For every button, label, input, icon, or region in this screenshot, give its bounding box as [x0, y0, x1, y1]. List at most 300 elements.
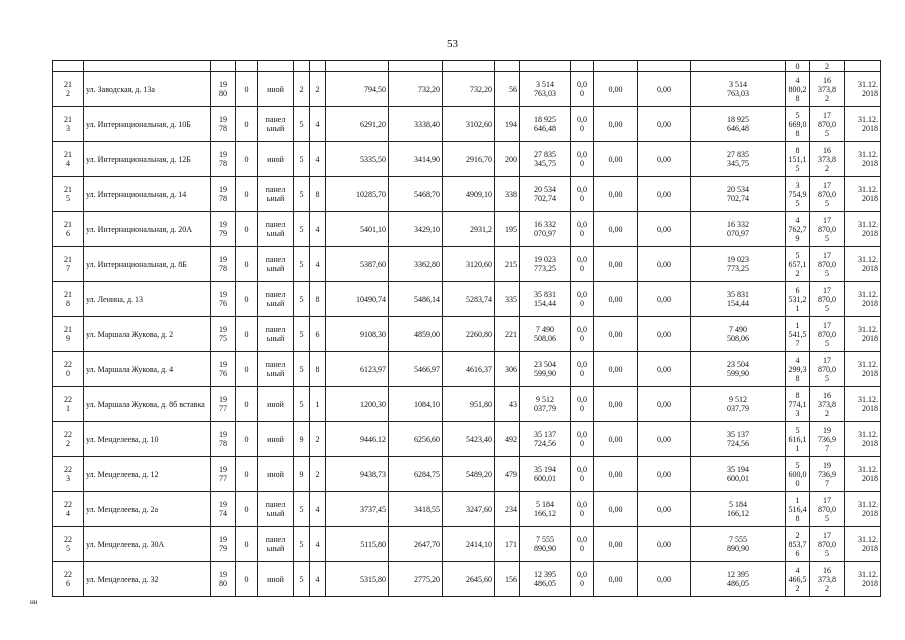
total-area-cell: 6123,97 — [326, 352, 389, 387]
budget-cell: 0,00 — [594, 492, 638, 527]
address-cell: ул. Менделеева, д. 32 — [84, 562, 211, 597]
zero-cell: 0 — [236, 247, 258, 282]
build-year-cell: 19 74 — [211, 492, 236, 527]
floors-cell: 5 — [294, 177, 310, 212]
living-area-cell: 3418,55 — [389, 492, 443, 527]
wall-material-cell: панел ьный — [258, 317, 294, 352]
wall-material-cell: иной — [258, 422, 294, 457]
total-cost-cell: 18 925 646,48 — [691, 107, 786, 142]
address-cell: ул. Менделеева, д. 2а — [84, 492, 211, 527]
unit-cost-cell: 5 600,0 0 — [786, 457, 810, 492]
floors-cell: 9 — [294, 457, 310, 492]
max-unit-cost-cell: 19 736,9 7 — [810, 422, 845, 457]
entrances-cell: 2 — [310, 72, 326, 107]
total-area-cell: 6291,20 — [326, 107, 389, 142]
living-area-cell: 2775,20 — [389, 562, 443, 597]
private-area-cell: 3102,60 — [443, 107, 495, 142]
budget-cell: 0,00 — [594, 527, 638, 562]
build-year-cell: 19 76 — [211, 282, 236, 317]
total-area-cell: 5315,80 — [326, 562, 389, 597]
floors-cell: 5 — [294, 527, 310, 562]
zero-cell: 0 — [236, 177, 258, 212]
address-cell: ул. Маршала Жукова, д. 2 — [84, 317, 211, 352]
living-area-cell: 5468,70 — [389, 177, 443, 212]
private-area-cell: 2260,80 — [443, 317, 495, 352]
wall-material-cell: панел ьный — [258, 177, 294, 212]
local-budget-cell: 0,00 — [638, 562, 691, 597]
row-number-cell: 22 0 — [53, 352, 84, 387]
deadline-cell: 31.12. 2018 — [845, 492, 881, 527]
floors-cell: 2 — [294, 72, 310, 107]
local-budget-cell: 0,00 — [638, 457, 691, 492]
living-area-cell: 3362,80 — [389, 247, 443, 282]
floors-cell: 5 — [294, 247, 310, 282]
private-area-cell: 732,20 — [443, 72, 495, 107]
address-cell: ул. Интернациональная, д. 12Б — [84, 142, 211, 177]
total-area-cell: 10285,70 — [326, 177, 389, 212]
deadline-cell: 31.12. 2018 — [845, 72, 881, 107]
unit-cost-cell: 3 754,9 5 — [786, 177, 810, 212]
unit-cost-cell: 2 853,7 6 — [786, 527, 810, 562]
footer-mark: нн — [30, 598, 38, 606]
unit-cost-cell: 5 657,1 2 — [786, 247, 810, 282]
row-number-cell: 21 4 — [53, 142, 84, 177]
wall-material-cell: иной — [258, 562, 294, 597]
unit-cost-cell: 4 466,5 2 — [786, 562, 810, 597]
deadline-cell: 31.12. 2018 — [845, 247, 881, 282]
deadline-cell: 31.12. 2018 — [845, 317, 881, 352]
deadline-cell: 31.12. 2018 — [845, 177, 881, 212]
row-number-cell: 22 1 — [53, 387, 84, 422]
repair-cost-cell: 18 925 646,48 — [520, 107, 571, 142]
floors-cell: 5 — [294, 352, 310, 387]
entrances-cell: 4 — [310, 247, 326, 282]
address-cell: ул. Интернациональная, д. 10Б — [84, 107, 211, 142]
row-number-cell: 21 9 — [53, 317, 84, 352]
local-budget-cell: 0,00 — [638, 72, 691, 107]
budget-cell: 0,00 — [594, 422, 638, 457]
entrances-cell: 1 — [310, 387, 326, 422]
build-year-cell: 19 80 — [211, 562, 236, 597]
deadline-cell: 31.12. 2018 — [845, 142, 881, 177]
total-cost-cell: 35 137 724,56 — [691, 422, 786, 457]
total-area-cell: 10490,74 — [326, 282, 389, 317]
row-number-cell: 21 8 — [53, 282, 84, 317]
zero-cell: 0 — [236, 282, 258, 317]
total-area-cell: 5401,10 — [326, 212, 389, 247]
private-area-cell: 951,80 — [443, 387, 495, 422]
zero-cell: 0 — [236, 562, 258, 597]
total-area-cell: 5387,60 — [326, 247, 389, 282]
zero-cell: 0 — [236, 352, 258, 387]
zero-cell: 0 — [236, 212, 258, 247]
build-year-cell: 19 78 — [211, 247, 236, 282]
total-area-cell: 794,50 — [326, 72, 389, 107]
total-area-cell: 9108,30 — [326, 317, 389, 352]
table-row — [53, 352, 881, 387]
table-row — [53, 142, 881, 177]
living-area-cell: 3338,40 — [389, 107, 443, 142]
total-cost-cell: 35 194 600,01 — [691, 457, 786, 492]
total-cost-cell: 5 184 166,12 — [691, 492, 786, 527]
unit-cost-cell: 4 299,3 8 — [786, 352, 810, 387]
row-number-cell: 21 3 — [53, 107, 84, 142]
budget-cell: 0,00 — [594, 457, 638, 492]
entrances-cell: 4 — [310, 107, 326, 142]
build-year-cell: 19 78 — [211, 107, 236, 142]
wall-material-cell: панел ьный — [258, 107, 294, 142]
total-cost-cell: 35 831 154,44 — [691, 282, 786, 317]
table-row — [53, 387, 881, 422]
budget-cell: 0,00 — [594, 317, 638, 352]
private-area-cell: 3120,60 — [443, 247, 495, 282]
private-area-cell: 2916,70 — [443, 142, 495, 177]
fund-cell: 0,0 0 — [571, 422, 594, 457]
build-year-cell: 19 76 — [211, 352, 236, 387]
private-area-cell: 2645,60 — [443, 562, 495, 597]
build-year-cell: 19 77 — [211, 387, 236, 422]
total-cost-cell: 19 023 773,25 — [691, 247, 786, 282]
fund-cell: 0,0 0 — [571, 107, 594, 142]
fund-cell: 0,0 0 — [571, 247, 594, 282]
max-unit-cost-cell: 16 373,8 2 — [810, 72, 845, 107]
local-budget-cell: 0,00 — [638, 282, 691, 317]
private-area-cell: 4616,37 — [443, 352, 495, 387]
address-cell: ул. Интернациональная, д. 14 — [84, 177, 211, 212]
deadline-cell: 31.12. 2018 — [845, 212, 881, 247]
table-row — [53, 247, 881, 282]
address-cell: ул. Заводская, д. 13а — [84, 72, 211, 107]
entrances-cell: 4 — [310, 562, 326, 597]
table-row — [53, 212, 881, 247]
local-budget-cell: 0,00 — [638, 492, 691, 527]
total-cost-cell: 23 504 599,90 — [691, 352, 786, 387]
max-unit-cost-cell: 17 870,0 5 — [810, 282, 845, 317]
continuation-cell: 0 — [786, 61, 810, 72]
address-cell: ул. Маршала Жукова, д. 4 — [84, 352, 211, 387]
zero-cell: 0 — [236, 422, 258, 457]
budget-cell: 0,00 — [594, 212, 638, 247]
table-row — [53, 562, 881, 597]
total-cost-cell: 7 555 890,90 — [691, 527, 786, 562]
build-year-cell: 19 77 — [211, 457, 236, 492]
unit-cost-cell: 8 774,1 3 — [786, 387, 810, 422]
private-area-cell: 2414,10 — [443, 527, 495, 562]
floors-cell: 5 — [294, 562, 310, 597]
wall-material-cell: иной — [258, 387, 294, 422]
local-budget-cell: 0,00 — [638, 352, 691, 387]
entrances-cell: 4 — [310, 492, 326, 527]
living-area-cell: 6284,75 — [389, 457, 443, 492]
fund-cell: 0,0 0 — [571, 282, 594, 317]
max-unit-cost-cell: 16 373,8 2 — [810, 387, 845, 422]
repair-cost-cell: 12 395 486,05 — [520, 562, 571, 597]
floors-cell: 5 — [294, 282, 310, 317]
zero-cell: 0 — [236, 527, 258, 562]
build-year-cell: 19 78 — [211, 177, 236, 212]
repair-cost-cell: 23 504 599,90 — [520, 352, 571, 387]
fund-cell: 0,0 0 — [571, 387, 594, 422]
unit-cost-cell: 5 669,0 8 — [786, 107, 810, 142]
wall-material-cell: иной — [258, 142, 294, 177]
max-unit-cost-cell: 17 870,0 5 — [810, 527, 845, 562]
wall-material-cell: иной — [258, 457, 294, 492]
budget-cell: 0,00 — [594, 142, 638, 177]
row-number-cell: 21 7 — [53, 247, 84, 282]
repair-cost-cell: 16 332 070,97 — [520, 212, 571, 247]
local-budget-cell: 0,00 — [638, 247, 691, 282]
entrances-cell: 4 — [310, 142, 326, 177]
fund-cell: 0,0 0 — [571, 562, 594, 597]
residents-cell: 171 — [495, 527, 520, 562]
local-budget-cell: 0,00 — [638, 212, 691, 247]
local-budget-cell: 0,00 — [638, 107, 691, 142]
row-number-cell: 22 3 — [53, 457, 84, 492]
residents-cell: 156 — [495, 562, 520, 597]
unit-cost-cell: 4 800,2 8 — [786, 72, 810, 107]
unit-cost-cell: 1 541,5 7 — [786, 317, 810, 352]
build-year-cell: 19 80 — [211, 72, 236, 107]
repair-cost-cell: 7 555 890,90 — [520, 527, 571, 562]
living-area-cell: 3429,10 — [389, 212, 443, 247]
local-budget-cell: 0,00 — [638, 527, 691, 562]
residents-cell: 234 — [495, 492, 520, 527]
fund-cell: 0,0 0 — [571, 457, 594, 492]
total-area-cell: 9438,73 — [326, 457, 389, 492]
residents-cell: 338 — [495, 177, 520, 212]
budget-cell: 0,00 — [594, 72, 638, 107]
repair-cost-cell: 3 514 763,03 — [520, 72, 571, 107]
address-cell: ул. Интернациональная, д. 8Б — [84, 247, 211, 282]
repair-cost-cell: 19 023 773,25 — [520, 247, 571, 282]
private-area-cell: 5283,74 — [443, 282, 495, 317]
fund-cell: 0,0 0 — [571, 142, 594, 177]
zero-cell: 0 — [236, 142, 258, 177]
residents-cell: 194 — [495, 107, 520, 142]
wall-material-cell: панел ьный — [258, 247, 294, 282]
total-cost-cell: 7 490 508,06 — [691, 317, 786, 352]
local-budget-cell: 0,00 — [638, 387, 691, 422]
total-cost-cell: 3 514 763,03 — [691, 72, 786, 107]
total-area-cell: 1200,30 — [326, 387, 389, 422]
table-row — [53, 107, 881, 142]
entrances-cell: 4 — [310, 527, 326, 562]
entrances-cell: 8 — [310, 352, 326, 387]
wall-material-cell: иной — [258, 72, 294, 107]
total-cost-cell: 20 534 702,74 — [691, 177, 786, 212]
table-row — [53, 282, 881, 317]
repair-cost-cell: 35 137 724,56 — [520, 422, 571, 457]
max-unit-cost-cell: 17 870,0 5 — [810, 247, 845, 282]
max-unit-cost-cell: 19 736,9 7 — [810, 457, 845, 492]
repair-cost-cell: 35 194 600,01 — [520, 457, 571, 492]
residents-cell: 335 — [495, 282, 520, 317]
wall-material-cell: панел ьный — [258, 527, 294, 562]
repair-cost-cell: 7 490 508,06 — [520, 317, 571, 352]
total-area-cell: 5115,80 — [326, 527, 389, 562]
total-area-cell: 9446.12 — [326, 422, 389, 457]
budget-cell: 0,00 — [594, 352, 638, 387]
residents-cell: 215 — [495, 247, 520, 282]
floors-cell: 9 — [294, 422, 310, 457]
fund-cell: 0,0 0 — [571, 492, 594, 527]
repair-cost-cell: 27 835 345,75 — [520, 142, 571, 177]
living-area-cell: 6256,60 — [389, 422, 443, 457]
wall-material-cell: панел ьный — [258, 352, 294, 387]
unit-cost-cell: 5 616,1 1 — [786, 422, 810, 457]
build-year-cell: 19 79 — [211, 527, 236, 562]
local-budget-cell: 0,00 — [638, 142, 691, 177]
repair-cost-cell: 5 184 166,12 — [520, 492, 571, 527]
max-unit-cost-cell: 16 373,8 2 — [810, 562, 845, 597]
residents-cell: 479 — [495, 457, 520, 492]
residents-cell: 43 — [495, 387, 520, 422]
entrances-cell: 8 — [310, 177, 326, 212]
deadline-cell: 31.12. 2018 — [845, 562, 881, 597]
deadline-cell: 31.12. 2018 — [845, 457, 881, 492]
deadline-cell: 31.12. 2018 — [845, 422, 881, 457]
wall-material-cell: панел ьный — [258, 282, 294, 317]
continuation-row — [53, 61, 881, 72]
floors-cell: 5 — [294, 492, 310, 527]
budget-cell: 0,00 — [594, 282, 638, 317]
fund-cell: 0,0 0 — [571, 177, 594, 212]
fund-cell: 0,0 0 — [571, 212, 594, 247]
table-row — [53, 317, 881, 352]
entrances-cell: 2 — [310, 457, 326, 492]
row-number-cell: 21 5 — [53, 177, 84, 212]
living-area-cell: 2647,70 — [389, 527, 443, 562]
living-area-cell: 5466,97 — [389, 352, 443, 387]
unit-cost-cell: 6 531,2 1 — [786, 282, 810, 317]
address-cell: ул. Интернациональная, д. 20А — [84, 212, 211, 247]
entrances-cell: 4 — [310, 212, 326, 247]
deadline-cell: 31.12. 2018 — [845, 282, 881, 317]
residents-cell: 221 — [495, 317, 520, 352]
floors-cell: 5 — [294, 212, 310, 247]
total-cost-cell: 27 835 345,75 — [691, 142, 786, 177]
fund-cell: 0,0 0 — [571, 527, 594, 562]
floors-cell: 5 — [294, 142, 310, 177]
total-area-cell: 5335,50 — [326, 142, 389, 177]
table-row — [53, 422, 881, 457]
build-year-cell: 19 75 — [211, 317, 236, 352]
living-area-cell: 4859,00 — [389, 317, 443, 352]
build-year-cell: 19 79 — [211, 212, 236, 247]
floors-cell: 5 — [294, 107, 310, 142]
private-area-cell: 5423,40 — [443, 422, 495, 457]
fund-cell: 0,0 0 — [571, 317, 594, 352]
total-cost-cell: 12 395 486,05 — [691, 562, 786, 597]
zero-cell: 0 — [236, 107, 258, 142]
page-number: 53 — [447, 38, 458, 50]
budget-cell: 0,00 — [594, 247, 638, 282]
housing-register-table — [52, 60, 881, 597]
address-cell: ул. Менделеева, д. 30А — [84, 527, 211, 562]
residents-cell: 306 — [495, 352, 520, 387]
total-cost-cell: 9 512 037,79 — [691, 387, 786, 422]
residents-cell: 195 — [495, 212, 520, 247]
address-cell: ул. Маршала Жукова, д. 8б вставка — [84, 387, 211, 422]
private-area-cell: 3247,60 — [443, 492, 495, 527]
repair-cost-cell: 35 831 154,44 — [520, 282, 571, 317]
repair-cost-cell: 9 512 037,79 — [520, 387, 571, 422]
local-budget-cell: 0,00 — [638, 317, 691, 352]
living-area-cell: 732,20 — [389, 72, 443, 107]
address-cell: ул. Менделеева, д. 12 — [84, 457, 211, 492]
private-area-cell: 4909,10 — [443, 177, 495, 212]
address-cell: ул. Менделеева, д. 10 — [84, 422, 211, 457]
zero-cell: 0 — [236, 317, 258, 352]
living-area-cell: 3414,90 — [389, 142, 443, 177]
fund-cell: 0,0 0 — [571, 72, 594, 107]
deadline-cell: 31.12. 2018 — [845, 527, 881, 562]
zero-cell: 0 — [236, 457, 258, 492]
repair-cost-cell: 20 534 702,74 — [520, 177, 571, 212]
budget-cell: 0,00 — [594, 177, 638, 212]
floors-cell: 5 — [294, 317, 310, 352]
unit-cost-cell: 4 762,7 9 — [786, 212, 810, 247]
max-unit-cost-cell: 17 870,0 5 — [810, 107, 845, 142]
deadline-cell: 31.12. 2018 — [845, 352, 881, 387]
table-row — [53, 527, 881, 562]
row-number-cell: 21 6 — [53, 212, 84, 247]
entrances-cell: 8 — [310, 282, 326, 317]
max-unit-cost-cell: 16 373,8 2 — [810, 142, 845, 177]
row-number-cell: 22 6 — [53, 562, 84, 597]
unit-cost-cell: 1 516,4 8 — [786, 492, 810, 527]
row-number-cell: 21 2 — [53, 72, 84, 107]
max-unit-cost-cell: 17 870,0 5 — [810, 177, 845, 212]
private-area-cell: 5489,20 — [443, 457, 495, 492]
table-row — [53, 457, 881, 492]
max-unit-cost-cell: 17 870,0 5 — [810, 317, 845, 352]
entrances-cell: 2 — [310, 422, 326, 457]
floors-cell: 5 — [294, 387, 310, 422]
residents-cell: 56 — [495, 72, 520, 107]
address-cell: ул. Ленина, д. 13 — [84, 282, 211, 317]
private-area-cell: 2931,2 — [443, 212, 495, 247]
residents-cell: 492 — [495, 422, 520, 457]
residents-cell: 200 — [495, 142, 520, 177]
budget-cell: 0,00 — [594, 107, 638, 142]
total-cost-cell: 16 332 070,97 — [691, 212, 786, 247]
living-area-cell: 1084,10 — [389, 387, 443, 422]
continuation-cell: 2 — [810, 61, 845, 72]
total-area-cell: 3737,45 — [326, 492, 389, 527]
table-row — [53, 177, 881, 212]
unit-cost-cell: 8 151,1 5 — [786, 142, 810, 177]
wall-material-cell: панел ьный — [258, 212, 294, 247]
budget-cell: 0,00 — [594, 562, 638, 597]
table-row — [53, 72, 881, 107]
wall-material-cell: панел ьный — [258, 492, 294, 527]
entrances-cell: 6 — [310, 317, 326, 352]
max-unit-cost-cell: 17 870,0 5 — [810, 352, 845, 387]
deadline-cell: 31.12. 2018 — [845, 387, 881, 422]
build-year-cell: 19 78 — [211, 142, 236, 177]
build-year-cell: 19 78 — [211, 422, 236, 457]
budget-cell: 0,00 — [594, 387, 638, 422]
zero-cell: 0 — [236, 387, 258, 422]
fund-cell: 0,0 0 — [571, 352, 594, 387]
row-number-cell: 22 5 — [53, 527, 84, 562]
zero-cell: 0 — [236, 492, 258, 527]
local-budget-cell: 0,00 — [638, 422, 691, 457]
living-area-cell: 5486,14 — [389, 282, 443, 317]
max-unit-cost-cell: 17 870,0 5 — [810, 212, 845, 247]
deadline-cell: 31.12. 2018 — [845, 107, 881, 142]
